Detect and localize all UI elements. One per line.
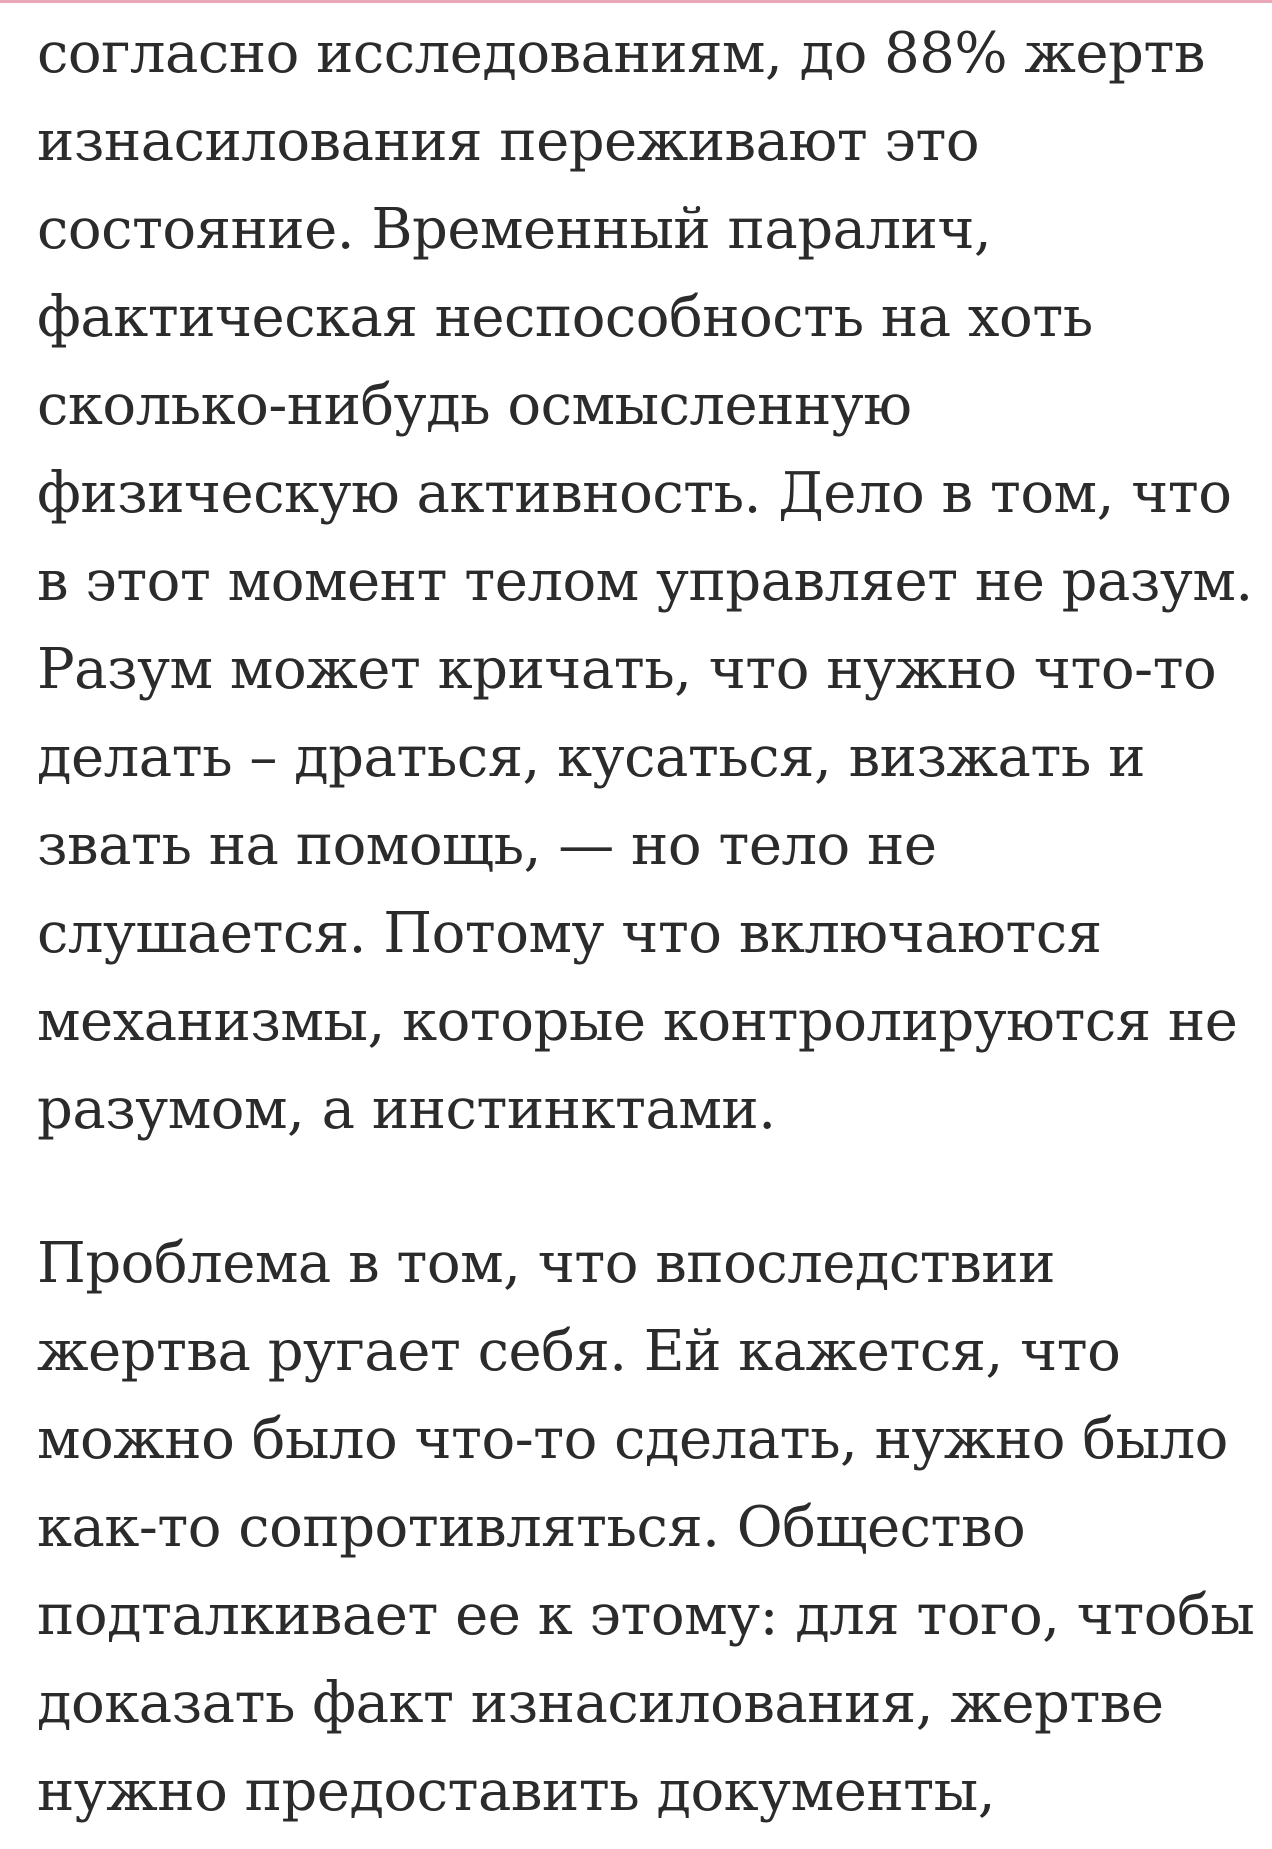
top-accent-bar (0, 0, 1272, 3)
text-line: слушается. Потому что включаются (37, 901, 1102, 966)
text-line: разумом, а инстинктами. (37, 1077, 776, 1142)
text-line: сколько-нибудь осмысленную (37, 373, 912, 438)
text-line: как-то сопротивляться. Общество (37, 1495, 1026, 1560)
text-line: звать на помощь, — но тело не (37, 813, 937, 878)
text-line: механизмы, которые контролируются не (37, 989, 1238, 1054)
text-line: фактическая неспособность на хоть (37, 285, 1093, 350)
text-line: делать – драться, кусаться, визжать и (37, 725, 1145, 790)
text-line: подталкивает ее к этому: для того, чтобы (37, 1583, 1255, 1648)
text-line: нужно предоставить документы, (37, 1759, 996, 1824)
text-line: можно было что-то сделать, нужно было (37, 1407, 1228, 1472)
text-line: Разум может кричать, что нужно что-то (37, 637, 1217, 702)
text-line: Проблема в том, что впоследствии (37, 1231, 1055, 1296)
text-line: в этот момент телом управляет не разум. (37, 549, 1253, 614)
text-line: доказать факт изнасилования, жертве (37, 1671, 1164, 1736)
article-paragraph-1 (37, 10, 1253, 1154)
text-line: физическую активность. Дело в том, что (37, 461, 1232, 526)
text-line: жертва ругает себя. Ей кажется, что (37, 1319, 1121, 1384)
text-line: согласно исследованиям, до 88% жертв (37, 21, 1205, 86)
text-line: состояние. Временный паралич, (37, 197, 992, 262)
article-paragraph-2 (37, 1220, 1254, 1836)
text-line: изнасилования переживают это (37, 109, 980, 174)
